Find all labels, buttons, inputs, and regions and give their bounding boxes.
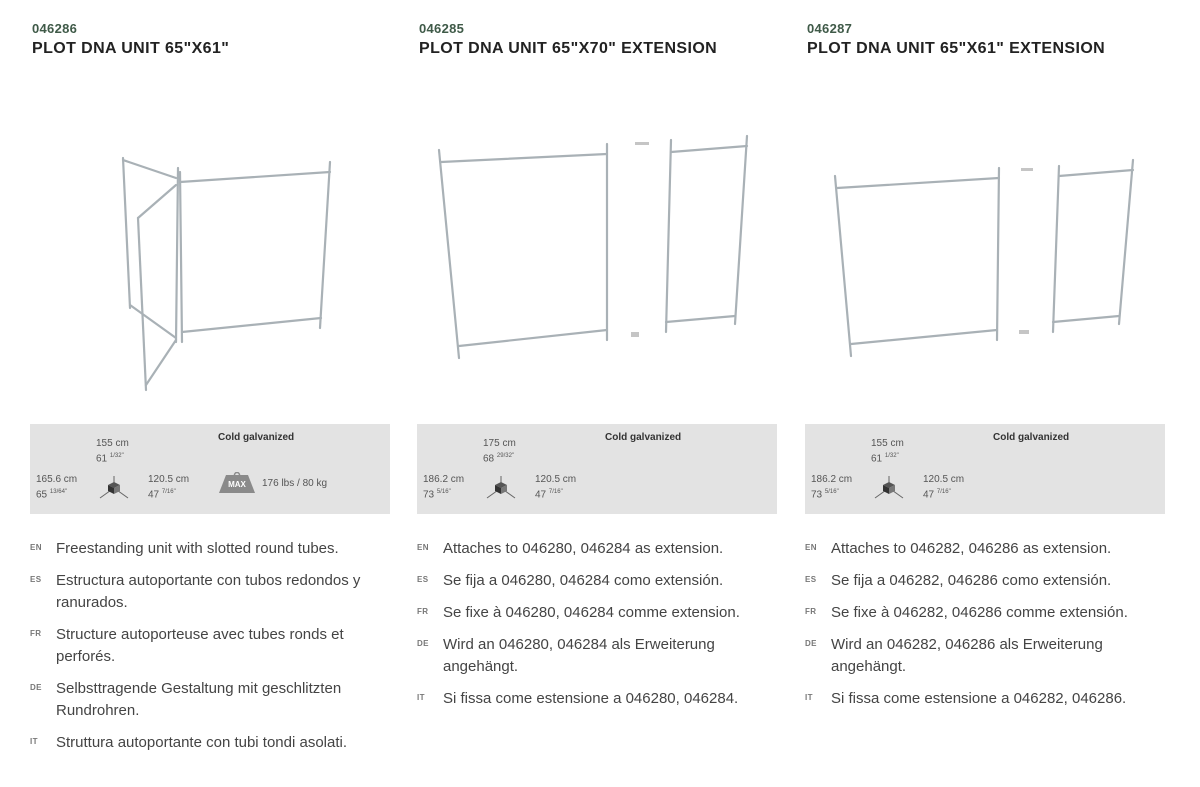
product-title: PLOT DNA UNIT 65"X70" EXTENSION [419,40,718,57]
product-card-046287 [805,0,1167,787]
product-card-046286 [30,0,392,787]
spec-panel [417,424,777,514]
product-code: 046285 [419,21,465,36]
description-en: EN Freestanding unit with slotted round tubes. [30,540,339,557]
product-drawing-freestanding-unit [30,110,392,415]
product-code: 046286 [32,21,78,36]
description-fr: FR Se fixe à 046282, 046286 comme extensión. [805,604,1128,621]
spec-panel [805,424,1165,514]
finish-label: Cold galvanized [605,432,682,443]
finish-label: Cold galvanized [218,432,295,443]
description-en: EN Attaches to 046282, 046286 as extension. [805,540,1112,557]
description-de: DE Selbsttragende Gestaltung mit geschlitzten Rundrohren. [30,680,342,719]
width-dimension: 175 cm 68 $^{29/32"}$ [483,438,516,465]
product-code: 046287 [807,21,853,36]
spec-panel [30,424,390,514]
finish-label: Cold galvanized [993,432,1070,443]
dimension-axes-icon [96,474,132,502]
width-dimension: 155 cm 61 $^{1/32"}$ [871,438,904,465]
depth-dimension: 120.5 cm 47 $^{7/16"}$ [148,474,190,501]
product-title: PLOT DNA UNIT 65"X61" [32,40,230,57]
description-es: ES Se fija a 046280, 046284 como extensión. [417,572,724,589]
description-list [30,538,392,764]
description-list [805,538,1167,720]
max-label: MAX [228,480,246,489]
depth-dimension: 120.5 cm 47 $^{7/16"}$ [923,474,965,501]
product-card-046285 [417,0,779,787]
height-dimension: 165.6 cm 65 $^{13/64"}$ [36,474,78,501]
dimension-axes-icon [483,474,519,502]
description-es: ES Estructura autoportante con tubos redondos y ranurados. [30,572,361,611]
weight-icon [218,472,256,494]
description-en: EN Attaches to 046280, 046284 as extension. [417,540,724,557]
max-load-value: 176 lbs / 80 kg [262,477,328,489]
description-de: DE Wird an 046280, 046284 als Erweiterung angehängt. [417,636,715,675]
width-dimension: 155 cm 61 $^{1/32"}$ [96,438,129,465]
description-es: ES Se fija a 046282, 046286 como extensión. [805,572,1112,589]
description-list [417,538,779,720]
description-it: IT Struttura autoportante con tubi tondi asolati. [30,734,348,751]
dimension-axes-icon [871,474,907,502]
description-fr: FR Structure autoporteuse avec tubes ronds et perforés. [30,626,344,665]
description-fr: FR Se fixe à 046280, 046284 comme extension. [417,604,740,621]
description-de: DE Wird an 046282, 046286 als Erweiterung angehängt. [805,636,1103,675]
height-dimension: 186.2 cm 73 $^{5/16"}$ [811,474,853,501]
max-load [218,472,327,494]
product-drawing-extension [417,110,779,415]
product-title: PLOT DNA UNIT 65"X61" EXTENSION [807,40,1106,57]
description-it: IT Si fissa come estensione a 046282, 046286. [805,690,1127,707]
description-it: IT Si fissa come estensione a 046280, 046284. [417,690,739,707]
height-dimension: 186.2 cm 73 $^{5/16"}$ [423,474,465,501]
product-drawing-extension [805,110,1167,415]
depth-dimension: 120.5 cm 47 $^{7/16"}$ [535,474,577,501]
